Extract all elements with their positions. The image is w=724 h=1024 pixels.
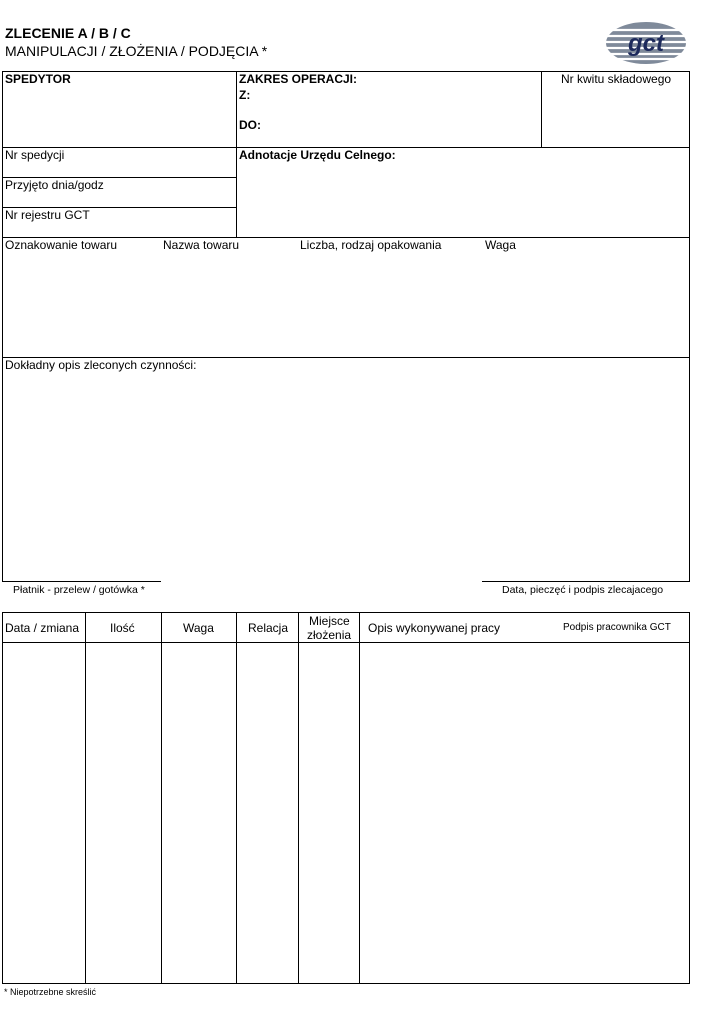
divider bbox=[2, 357, 3, 582]
col-header-podpis: Podpis pracownika GCT bbox=[563, 622, 671, 633]
goods-section-box bbox=[2, 237, 690, 358]
col-header-zlozenia: złożenia bbox=[307, 628, 352, 642]
opis-czynnosci-label: Dokładny opis zleconych czynności: bbox=[5, 358, 197, 372]
divider bbox=[541, 71, 542, 148]
col-divider bbox=[85, 612, 86, 984]
do-label: DO: bbox=[239, 118, 261, 132]
spedytor-label: SPEDYTOR bbox=[5, 72, 71, 86]
footer-note: * Niepotrzebne skreślić bbox=[4, 987, 97, 997]
col-header-opis: Opis wykonywanej pracy bbox=[368, 621, 501, 635]
col-header-relacja: Relacja bbox=[248, 621, 289, 635]
nr-rejestru-label: Nr rejestru GCT bbox=[5, 208, 90, 222]
work-table bbox=[2, 612, 690, 984]
platnik-line bbox=[2, 581, 161, 582]
adnotacje-label: Adnotacje Urzędu Celnego: bbox=[239, 148, 396, 162]
col-header-miejsce: Miejsce bbox=[309, 614, 350, 628]
nazwa-towaru-label: Nazwa towaru bbox=[163, 238, 240, 252]
oznakowanie-label: Oznakowanie towaru bbox=[5, 238, 118, 252]
waga-label: Waga bbox=[485, 238, 516, 252]
zakres-operacji-label: ZAKRES OPERACJI: bbox=[239, 72, 358, 86]
form-subtitle: MANIPULACJI / ZŁOŻENIA / PODJĘCIA * bbox=[5, 43, 268, 59]
platnik-label: Płatnik - przelew / gotówka * bbox=[13, 584, 145, 596]
col-header-waga: Waga bbox=[183, 621, 214, 635]
col-divider bbox=[359, 612, 360, 984]
col-divider bbox=[298, 612, 299, 984]
z-label: Z: bbox=[239, 88, 251, 102]
col-header-data: Data / zmiana bbox=[5, 621, 80, 635]
table-header-divider bbox=[2, 642, 690, 643]
nr-spedycji-label: Nr spedycji bbox=[5, 148, 65, 162]
nr-kwitu-label: Nr kwitu składowego bbox=[561, 72, 672, 86]
divider bbox=[236, 147, 237, 238]
przyjeto-label: Przyjęto dnia/godz bbox=[5, 178, 104, 192]
divider bbox=[689, 357, 690, 582]
podpis-zlecajacego-label: Data, pieczęć i podpis zlecajacego bbox=[502, 584, 664, 596]
form-title: ZLECENIE A / B / C bbox=[5, 25, 131, 41]
gct-logo bbox=[605, 20, 687, 66]
col-divider bbox=[236, 612, 237, 984]
col-header-ilosc: Ilość bbox=[110, 621, 135, 635]
col-divider bbox=[161, 612, 162, 984]
podpis-zlecajacego-line bbox=[482, 581, 690, 582]
logo-text: gct bbox=[628, 30, 664, 57]
liczba-opakowania-label: Liczba, rodzaj opakowania bbox=[300, 238, 442, 252]
divider bbox=[236, 71, 237, 148]
